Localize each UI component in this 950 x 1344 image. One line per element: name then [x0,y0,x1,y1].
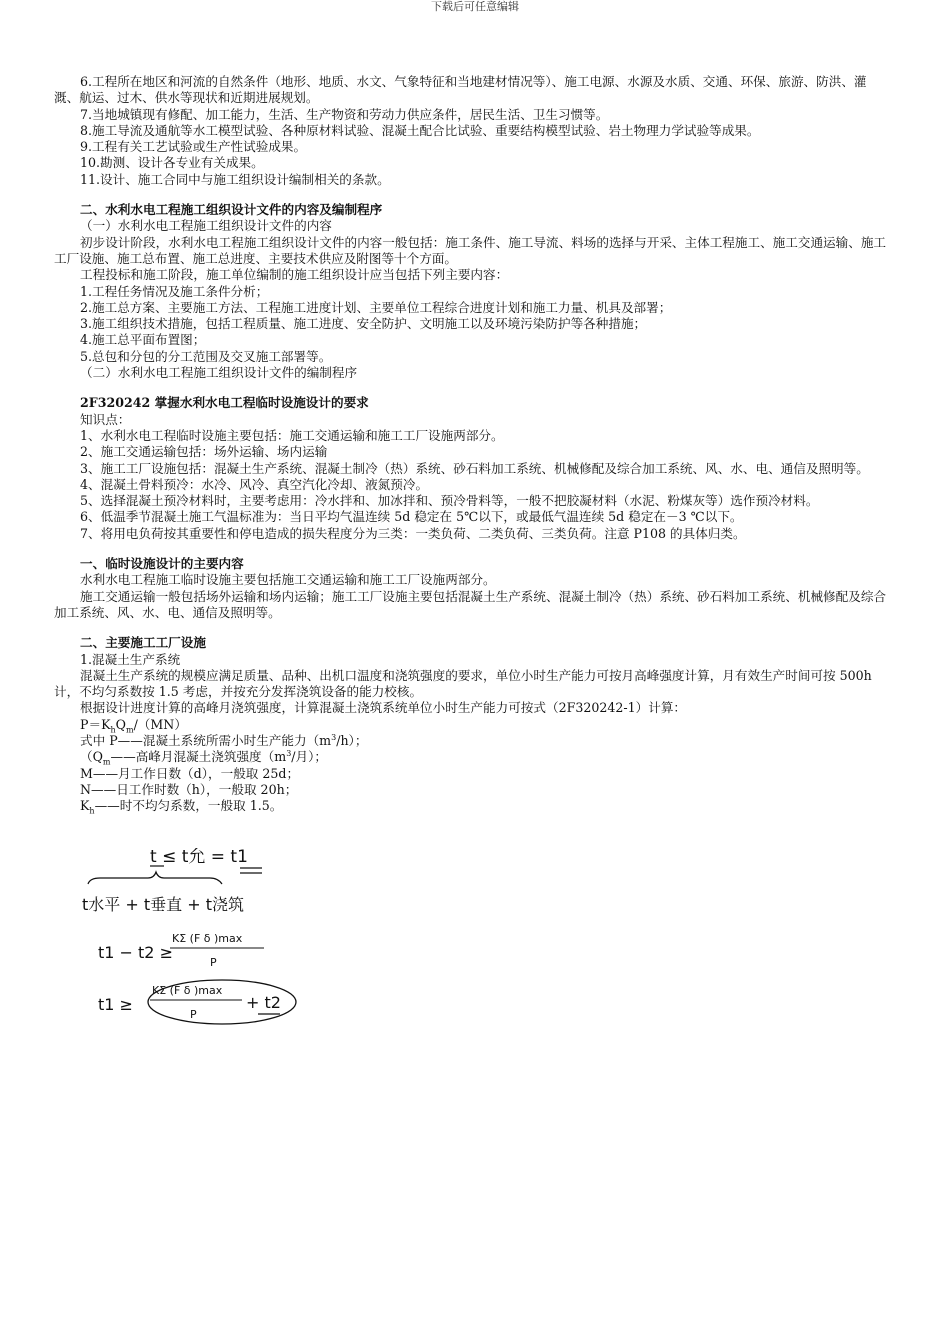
knowledge-point: 3、施工工厂设施包括：混凝土生产系统、混凝土制冷（热）系统、砂石料加工系统、机械修配及综合加工系统、风、水、电、通信及照明等。 [80,460,869,476]
definition-line: N——日工作时数（h），一般取 20h； [80,781,298,797]
paragraph: 初步设计阶段，水利水电工程施工组织设计文件的内容一般包括：施工条件、施工导流、料场的选择与开采、主体工程施工、施工交通运输、施工工厂设施、施工总布置、施工总进度、主要技术供应及附图等十个方面。 [54,234,886,266]
paragraph: 混凝土生产系统的规模应满足质量、品种、出机口温度和浇筑强度的要求，单位小时生产能力可按月高峰强度计算，月有效生产时间可按 500h 计，不均匀系数按 1.5 考虑，并按充分发挥浇筑设备的能力校核。 [54,667,872,700]
topic-heading: 2F320242 掌握水利水电工程临时设施设计的要求 [80,395,369,411]
list-item: 9.工程有关工艺试验或生产性试验成果。 [80,139,307,155]
formula-line-4-lhs: t1 ≥ [98,995,133,1014]
brace-mark [88,872,222,884]
list-item: 3.施工组织技术措施，包括工程质量、施工进度、安全防护、文明施工以及环境污染防护等各种措施； [80,316,647,332]
formula-fraction-denominator: P [190,1008,197,1021]
formula-fraction-denominator: P [210,956,217,969]
formula-fraction-numerator: KΣ (F δ )max [172,932,243,945]
formula-line: $P=K_hQ_m/(MN)$ [80,716,187,735]
list-item: 11.设计、施工合同中与施工组织设计编制相关的条款。 [80,171,390,187]
paragraph: 水利水电工程施工临时设施主要包括施工交通运输和施工工厂设施两部分。 [80,572,496,588]
list-item: 4.施工总平面布置图； [80,332,206,348]
subsection-heading: （一）水利水电工程施工组织设计文件的内容 [80,218,332,234]
list-item: 5.总包和分包的分工范围及交叉施工部署等。 [80,348,332,364]
knowledge-point: 5、选择混凝土预冷材料时，主要考虑用：冷水拌和、加冰拌和、预冷骨料等，一般不把胶凝材料（水泥、粉煤灰等）选作预冷材料。 [80,493,819,509]
subsection-heading: 1.混凝土生产系统 [80,651,181,667]
paragraph: 施工交通运输一般包括场外运输和场内运输；施工工厂设施主要包括混凝土生产系统、混凝土制冷（热）系统、砂石料加工系统、机械修配及综合加工系统、风、水、电、通信及照明等。 [54,588,886,620]
knowledge-point: 4、混凝土骨料预冷：水冷、风冷、真空汽化冷却、液氮预冷。 [80,476,429,492]
paragraph: 根据设计进度计算的高峰月浇筑强度，计算混凝土浇筑系统单位小时生产能力可按式（2F320242-1）计算： [80,700,687,716]
definition-line: 式中 P——混凝土系统所需小时生产能力$(m^3/h)$； [80,732,368,748]
knowledge-label: 知识点： [80,411,131,427]
list-item: 7.当地城镇现有修配、加工能力，生活、生产物资和劳动力供应条件，居民生活、卫生习惯等。 [80,106,609,122]
formula-line-1: t ≤ t允 = t1 [150,848,248,867]
formula-line-3-lhs: t1 − t2 ≥ [98,943,173,962]
list-item: 10.勘测、设计各专业有关成果。 [80,155,264,171]
page-header: 下载后可任意编辑 [431,0,519,13]
section-heading: 一、临时设施设计的主要内容 [80,556,244,572]
formula-fraction-numerator: KΣ (F δ )max [152,984,223,997]
formula-line-2: t水平 + t垂直 + t浇筑 [82,895,244,914]
list-item: 8.施工导流及通航等水工模型试验、各种原材料试验、混凝土配合比试验、重要结构模型试验、岩土物理力学试验等成果。 [80,122,760,138]
paragraph: 工程投标和施工阶段，施工单位编制的施工组织设计应当包括下列主要内容： [80,267,509,283]
handwritten-formula-image [80,848,310,1028]
knowledge-point: 6、低温季节混凝土施工气温标准为：当日平均气温连续 5d 稳定在 5℃以下，或最低气温连续 5d 稳定在－3 ℃以下。 [80,509,743,525]
list-item: 6.工程所在地区和河流的自然条件（地形、地质、水文、气象特征和当地建材情况等）、施工电源、水源及水质、交通、环保、旅游、防洪、灌溉、航运、过木、供水等现状和近期进展规划。 [54,74,867,106]
section-heading: 二、水利水电工程施工组织设计文件的内容及编制程序 [80,202,383,218]
list-item: 2.施工总方案、主要施工方法、工程施工进度计划、主要单位工程综合进度计划和施工力量、机具及部署； [80,299,672,315]
document-body [54,74,888,814]
knowledge-point: 7、将用电负荷按其重要性和停电造成的损失程度分为三类：一类负荷、二类负荷、三类负荷。注意 P108 的具体归类。 [80,525,746,541]
knowledge-point: 2、施工交通运输包括：场外运输、场内运输 [80,444,328,460]
list-item: 1.工程任务情况及施工条件分析； [80,283,269,299]
definition-line: $K_h——$时不均匀系数，一般取 1.5。 [80,798,283,816]
definition-line: M——月工作日数（d），一般取 25d； [80,765,300,781]
definition-line: （$Q_m——$高峰月混凝土浇筑强度（$m^3/$月）； [80,749,328,767]
knowledge-point: 1、水利水电工程临时设施主要包括：施工交通运输和施工工厂设施两部分。 [80,427,504,443]
subsection-heading: （二）水利水电工程施工组织设计文件的编制程序 [80,365,358,381]
formula-line-4-tail: + t2 [246,993,281,1012]
section-heading: 二、主要施工工厂设施 [80,635,206,651]
